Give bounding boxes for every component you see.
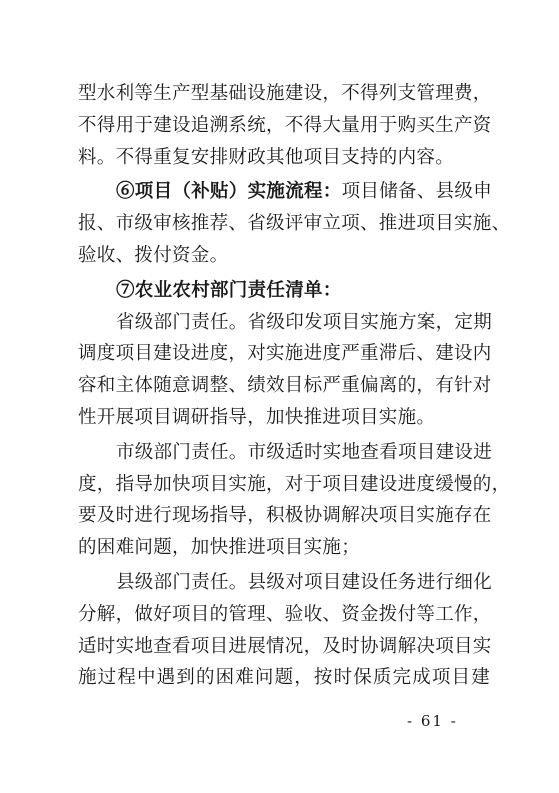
text-line: 性开展项目调研指导，加快推进项目实施。 xyxy=(78,406,436,428)
text-line: 分解，做好项目的管理、验收、资金拨付等工作， xyxy=(78,603,492,625)
text-line xyxy=(78,176,493,208)
text-line: 料。不得重复安排财政其他项目支持的内容。 xyxy=(78,146,455,168)
text-line: 的困难问题，加快推进项目实施； xyxy=(78,537,361,559)
text-line: 容和主体随意调整、绩效目标严重偏离的，有针对 xyxy=(78,375,492,397)
text-line: 市级部门责任。市级适时实地查看项目建设进 xyxy=(116,441,493,463)
text-line: 施过程中遇到的困难问题，按时保质完成项目建 xyxy=(78,667,490,689)
text-line: 调度项目建设进度，对实施进度严重滞后、建设内 xyxy=(78,343,492,365)
text-line: 不得用于建设追溯系统，不得大量用于购买生产资 xyxy=(78,114,492,136)
document-body xyxy=(78,78,511,694)
section-heading-responsibility-list: ⑦农业农村部门责任清单： xyxy=(116,279,342,301)
section-heading-implementation-process: ⑥项目（补贴）实施流程： xyxy=(116,181,342,203)
paragraph-responsibility-list xyxy=(78,275,490,307)
text-line: 度，指导加快项目实施，对于项目建设进度缓慢的， xyxy=(78,473,511,495)
text-line: 适时实地查看项目进展情况，及时协调解决项目实 xyxy=(78,635,492,657)
text-span: 项目储备、县级申 xyxy=(341,181,493,203)
paragraph-continuation xyxy=(78,78,490,173)
text-line: 省级部门责任。省级印发项目实施方案，定期 xyxy=(116,311,493,333)
text-line: 验收、拨付资金。 xyxy=(78,244,229,266)
text-line: 县级部门责任。县级对项目建设任务进行细化 xyxy=(116,571,493,593)
text-line: 报、市级审核推荐、省级评审立项、推进项目实施、 xyxy=(78,213,511,235)
text-line: 要及时进行现场指导，积极协调解决项目实施存在 xyxy=(78,505,492,527)
paragraph-county-responsibility xyxy=(78,567,493,694)
page-number: - 61 - xyxy=(407,712,458,730)
paragraph-municipal-responsibility xyxy=(78,437,511,564)
paragraph-provincial-responsibility xyxy=(78,307,493,434)
paragraph-implementation-process xyxy=(78,176,511,271)
text-line: 型水利等生产型基础设施建设，不得列支管理费， xyxy=(78,83,492,104)
